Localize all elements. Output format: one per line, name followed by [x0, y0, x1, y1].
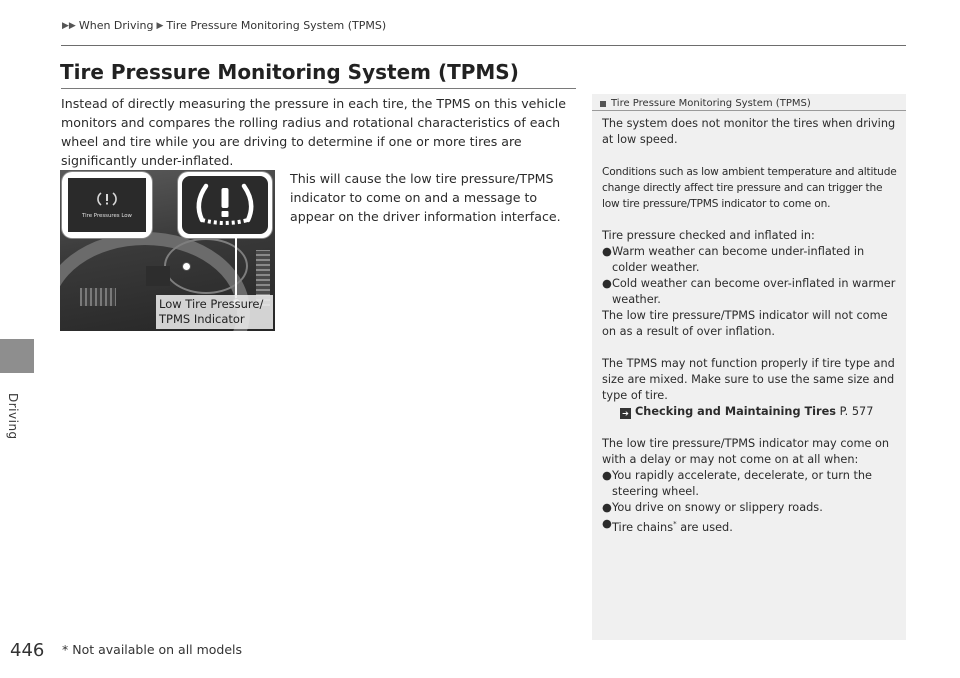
breadcrumb-part-2[interactable]: Tire Pressure Monitoring System (TPMS): [166, 19, 387, 32]
cross-reference-page: P. 577: [839, 405, 874, 418]
caption-line-1: Low Tire Pressure/: [159, 297, 264, 311]
sidebar-header-text: Tire Pressure Monitoring System (TPMS): [611, 98, 811, 109]
callout-marker: [182, 262, 191, 271]
header-divider: [61, 45, 906, 46]
footnote: * Not available on all models: [62, 642, 243, 657]
sidebar-note: The system does not monitor the tires when driving at low speed.: [602, 117, 896, 146]
bullet-icon: ●: [602, 245, 612, 258]
sidebar-header: [600, 98, 811, 109]
reference-square-icon: [600, 101, 606, 107]
list-item: ● Tire chains* are used.: [602, 517, 733, 534]
info-screen: [68, 178, 146, 232]
sidebar-note: Tire pressure checked and inflated in:: [602, 229, 815, 242]
intro-paragraph: Instead of directly measuring the pressure in each tire, the TPMS on this vehicle monitors and compares the rolling radius and rotational characteristics of each wheel and tire while you are driving to determine if one or more tires are significantly under-inflated.: [61, 96, 567, 168]
screen-message: Tire Pressures Low: [82, 213, 132, 219]
list-item: ● Cold weather can become over-inflated in warmer weather.: [602, 277, 896, 306]
footnote-marker: *: [673, 520, 677, 528]
cross-reference[interactable]: [620, 404, 902, 420]
driver-display: [146, 266, 170, 286]
cross-reference-title[interactable]: Checking and Maintaining Tires: [635, 405, 837, 418]
air-vent-left: [80, 288, 116, 306]
bullet-icon: ●: [602, 501, 612, 514]
tpms-indicator: [182, 176, 268, 234]
list-item: ● Warm weather can become under-inflated in colder weather.: [602, 245, 865, 274]
tpms-small-icon: [96, 191, 118, 207]
sidebar-note: The low tire pressure/TPMS indicator may come on with a delay or may not come on at all when:: [602, 437, 890, 466]
chapter-tab: [0, 339, 34, 373]
display-callout: [62, 172, 152, 238]
callout-pointer: [235, 238, 237, 300]
page-title: Tire Pressure Monitoring System (TPMS): [60, 60, 519, 84]
indicator-paragraph: This will cause the low tire pressure/TPMS indicator to come on and a message to appear on the driver information interface.: [290, 171, 561, 224]
title-divider: [61, 88, 576, 89]
breadcrumb-arrow-icon: ▶: [156, 20, 164, 31]
sidebar-note: The low tire pressure/TPMS indicator will not come on as a result of over inflation.: [602, 309, 888, 338]
sidebar-note: Conditions such as low ambient temperature and altitude change directly affect tire pressure and can trigger the low tire pressure/TPMS indicator to come on.: [602, 166, 897, 210]
breadcrumb-part-1[interactable]: When Driving: [78, 19, 154, 32]
bullet-icon: ●: [602, 469, 612, 482]
breadcrumb: [62, 19, 386, 32]
sidebar-note: The TPMS may not function properly if tire type and size are mixed. Make sure to use the same size and type of tire.: [602, 357, 895, 402]
page-number: 446: [10, 640, 45, 661]
caption-line-2: TPMS Indicator: [159, 312, 245, 326]
bullet-icon: ●: [602, 277, 612, 290]
breadcrumb-arrow-icon: ▶▶: [62, 20, 76, 31]
list-item: ● You drive on snowy or slippery roads.: [602, 501, 823, 514]
illustration-caption: [156, 295, 273, 329]
chapter-label: Driving: [6, 393, 20, 440]
tpms-warning-icon: [190, 180, 260, 230]
sidebar-divider: [592, 110, 906, 111]
tpms-illustration: [60, 170, 275, 331]
list-item: ● You rapidly accelerate, decelerate, or turn the steering wheel.: [602, 469, 873, 498]
bullet-icon: ●: [602, 517, 612, 530]
sidebar-body: [602, 116, 902, 536]
indicator-callout: [178, 172, 272, 238]
cross-reference-arrow-icon: ➔: [620, 408, 631, 419]
